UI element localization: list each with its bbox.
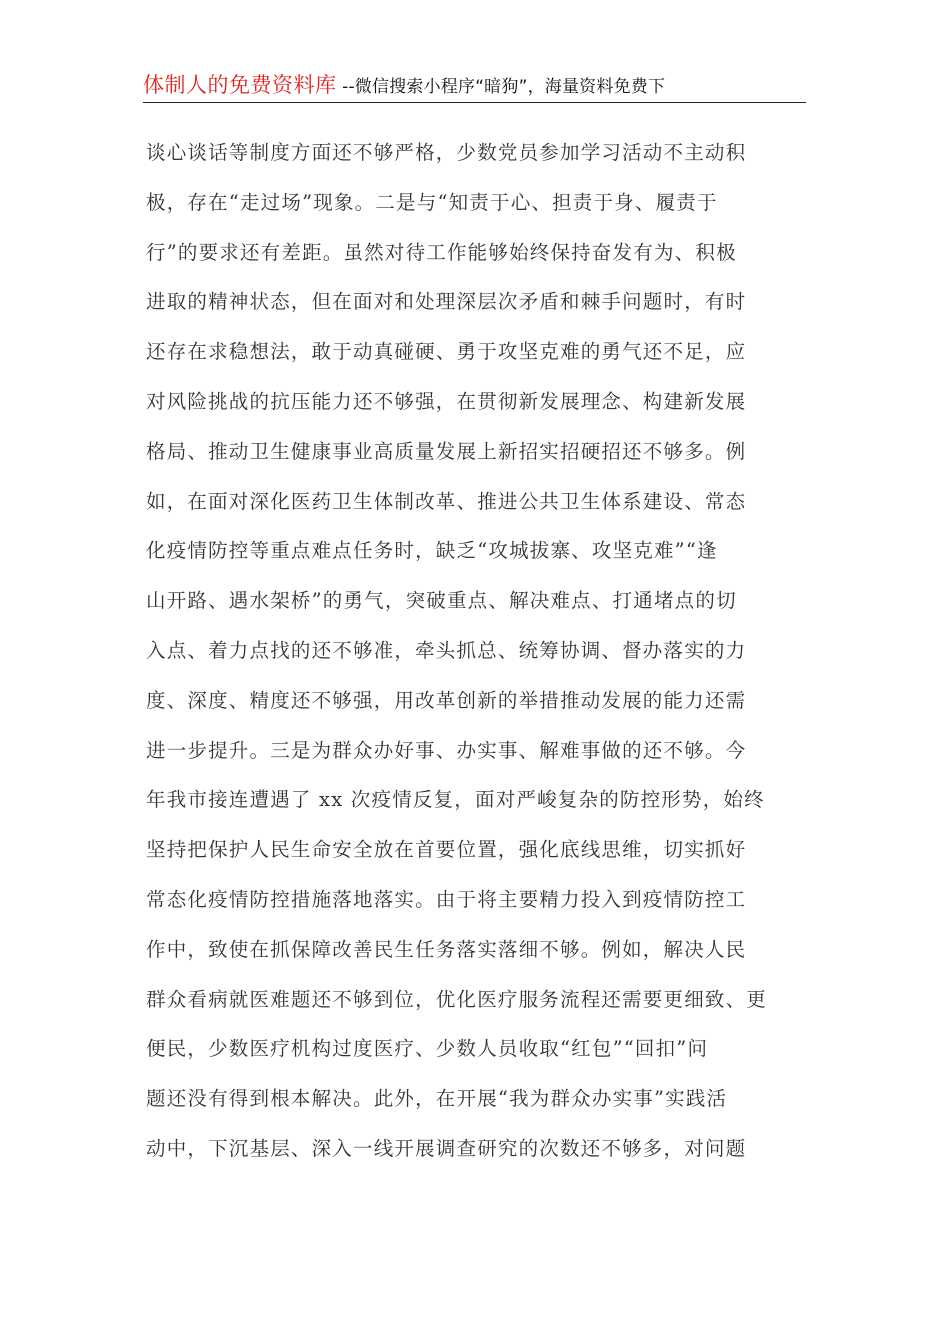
header-brand: 体制人的免费资料库 <box>143 73 337 97</box>
text-line: 还存在求稳想法，敢于动真碰硬、勇于攻坚克难的勇气还不足，应 <box>146 340 747 364</box>
text-line: 动中，下沉基层、深入一线开展调查研究的次数还不够多，对问题 <box>146 1136 747 1160</box>
text-line: 谈心谈话等制度方面还不够严格，少数党员参加学习活动不主动积 <box>146 141 747 164</box>
text-line: 作中，致使在抓保障改善民生任务落实落细不够。例如，解决人民 <box>146 937 747 961</box>
text-line: 年我市接连遭遇了 xx 次疫情反复，面对严峻复杂的防控形势，始终 <box>146 788 765 812</box>
text-line: 群众看病就医难题还不够到位，优化医疗服务流程还需要更细致、更 <box>146 987 768 1011</box>
text-line: 坚持把保护人民生命安全放在首要位置，强化底线思维，切实抓好 <box>146 838 747 862</box>
text-line: 常态化疫情防控措施落地落实。由于将主要精力投入到疫情防控工 <box>146 887 747 911</box>
text-line: 如，在面对深化医药卫生体制改革、推进公共卫生体系建设、常态 <box>146 489 747 513</box>
text-line: 便民，少数医疗机构过度医疗、少数人员收取“红包”“回扣”问 <box>146 1037 709 1061</box>
text-line: 极，存在“走过场”现象。二是与“知责于心、担责于身、履责于 <box>146 190 718 214</box>
document-body <box>146 128 806 1174</box>
text-line: 度、深度、精度还不够强，用改革创新的举措推动发展的能力还需 <box>146 688 747 712</box>
text-line: 化疫情防控等重点难点任务时，缺乏“攻城拔寨、攻坚克难”“逢 <box>146 539 718 563</box>
text-line: 对风险挑战的抗压能力还不够强，在贯彻新发展理念、构建新发展 <box>146 389 747 413</box>
text-line: 山开路、遇水架桥”的勇气，突破重点、解决难点、打通堵点的切 <box>146 589 737 613</box>
text-line: 进一步提升。三是为群众办好事、办实事、解难事做的还不够。今 <box>146 738 747 762</box>
text-line: 格局、推动卫生健康事业高质量发展上新招实招硬招还不够多。例 <box>146 439 747 463</box>
text-line: 入点、着力点找的还不够准，牵头抓总、统筹协调、督办落实的力 <box>146 638 747 662</box>
text-line: 题还没有得到根本解决。此外，在开展“我为群众办实事”实践活 <box>146 1087 728 1111</box>
header-tagline: --微信搜索小程序“暗狗”，海量资料免费下 <box>336 77 666 97</box>
text-line: 行”的要求还有差距。虽然对待工作能够始终保持奋发有为、积极 <box>146 240 737 264</box>
text-line: 进取的精神状态，但在面对和处理深层次矛盾和棘手问题时，有时 <box>146 290 747 314</box>
page-header <box>143 68 806 103</box>
